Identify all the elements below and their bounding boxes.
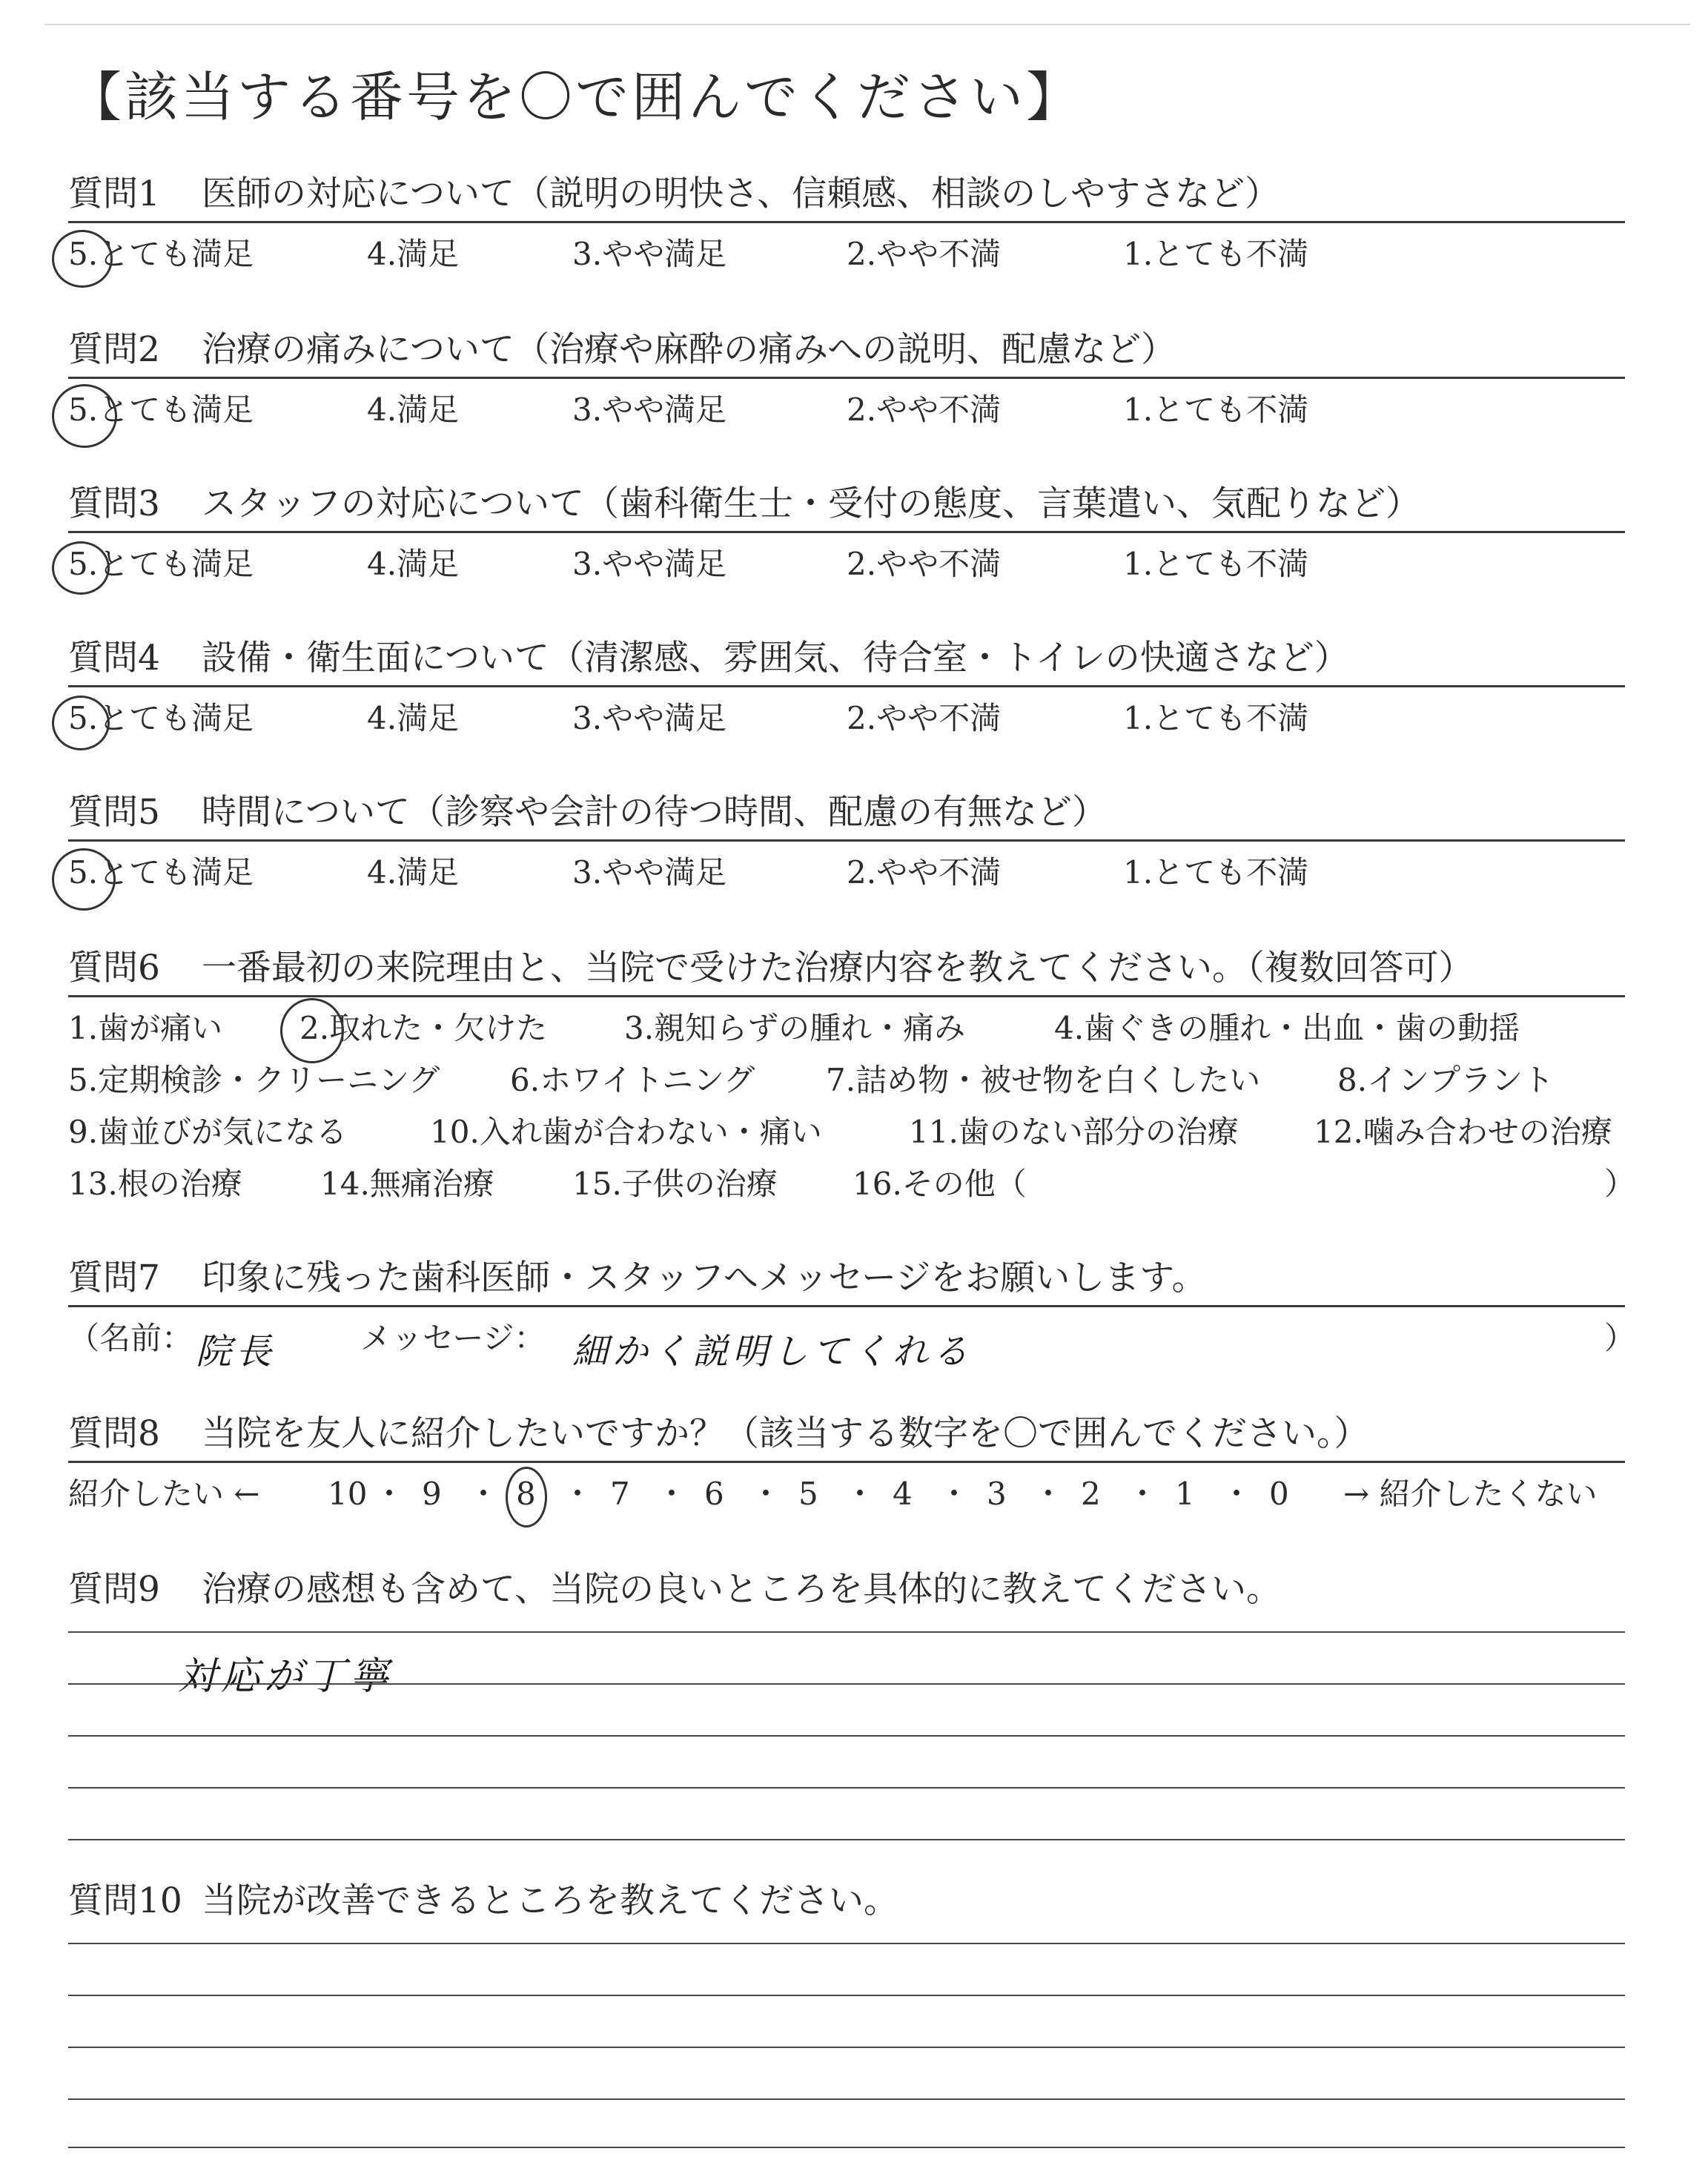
scale-value-0[interactable]: 0: [1269, 1476, 1289, 1512]
question-text: 設備・衛生面について（清潔感、雰囲気、待合室・トイレの快適さなど）: [202, 638, 1349, 678]
question-title: [68, 638, 1349, 678]
scale-separator: ・: [1127, 1476, 1159, 1512]
question-title: [68, 1258, 1207, 1298]
question-number: 質問4: [68, 638, 160, 678]
scale-value-3[interactable]: 3: [987, 1476, 1007, 1512]
rating-option-1[interactable]: 1.とても不満: [1123, 854, 1309, 891]
reason-option-6[interactable]: 6.ホワイトニング: [510, 1062, 755, 1098]
question-text: スタッフの対応について（歯科衛生士・受付の態度、言葉遣い、気配りなど）: [202, 483, 1421, 524]
rating-option-5[interactable]: 5.とても満足: [68, 700, 254, 736]
rating-option-1[interactable]: 1.とても不満: [1123, 236, 1309, 272]
rating-option-1[interactable]: 1.とても不満: [1123, 700, 1309, 736]
selection-circle: [52, 384, 117, 448]
question-underline: [68, 685, 1625, 687]
rating-option-2[interactable]: 2.やや不満: [847, 700, 1002, 736]
question-number: 質問5: [68, 792, 160, 833]
question-underline: [68, 1305, 1625, 1307]
rating-options: [68, 546, 1625, 587]
rating-option-2[interactable]: 2.やや不満: [847, 392, 1002, 428]
rating-option-2[interactable]: 2.やや不満: [847, 546, 1002, 582]
scale-value-9[interactable]: 9: [422, 1476, 442, 1512]
scale-separator: ・: [374, 1476, 406, 1512]
question-number: 質問8: [68, 1413, 160, 1454]
scale-left-label: 紹介したい ←: [68, 1476, 260, 1512]
question-text: 当院を友人に紹介したいですか？（該当する数字を〇で囲んでください。）: [202, 1413, 1369, 1454]
rating-option-3[interactable]: 3.やや満足: [572, 546, 727, 582]
rating-option-5[interactable]: 5.とても満足: [68, 236, 254, 272]
rating-options: [68, 700, 1625, 741]
scale-value-5[interactable]: 5: [798, 1476, 818, 1512]
rating-option-1[interactable]: 1.とても不満: [1123, 392, 1309, 428]
top-border: [44, 24, 1690, 25]
question-underline: [68, 221, 1625, 223]
rating-option-3[interactable]: 3.やや満足: [572, 392, 727, 428]
scale-value-10[interactable]: 10: [328, 1476, 368, 1512]
reason-row: [68, 1062, 1662, 1103]
reason-option-5[interactable]: 5.定期検診・クリーニング: [68, 1062, 440, 1098]
reason-option-3[interactable]: 3.親知らずの腫れ・痛み: [624, 1010, 966, 1046]
rating-option-3[interactable]: 3.やや満足: [572, 700, 727, 736]
selection-circle: [506, 1467, 547, 1527]
reason-option-9[interactable]: 9.歯並びが気になる: [68, 1114, 348, 1150]
question-text: 当院が改善できるところを教えてください。: [202, 1880, 898, 1921]
question-underline: [68, 377, 1625, 379]
reason-option-7[interactable]: 7.詰め物・被せ物を白くしたい: [826, 1062, 1261, 1098]
reason-option-8[interactable]: 8.インプラント: [1337, 1062, 1555, 1098]
scale-value-1[interactable]: 1: [1175, 1476, 1195, 1512]
rating-option-5[interactable]: 5.とても満足: [68, 392, 254, 428]
reason-option-15[interactable]: 15.子供の治療: [572, 1166, 778, 1202]
scale-separator: ・: [1033, 1476, 1065, 1512]
answer-handwritten: 対応が丁寧: [178, 1654, 394, 1699]
rating-options: [68, 854, 1625, 895]
rating-option-2[interactable]: 2.やや不満: [847, 236, 1002, 272]
scale-value-4[interactable]: 4: [893, 1476, 913, 1512]
question-number: 質問6: [68, 948, 160, 988]
scale-right-label: → 紹介したくない: [1343, 1476, 1598, 1512]
reason-option-1[interactable]: 1.歯が痛い: [68, 1010, 223, 1046]
question-title: [68, 1413, 1369, 1454]
question-title: [68, 792, 1108, 833]
answer-line: [68, 2047, 1625, 2048]
question-number: 質問10: [68, 1880, 182, 1921]
scale-separator: ・: [939, 1476, 970, 1512]
scale-value-6[interactable]: 6: [704, 1476, 724, 1512]
rating-option-2[interactable]: 2.やや不満: [847, 854, 1002, 891]
scale-value-2[interactable]: 2: [1081, 1476, 1101, 1512]
selection-circle: [52, 848, 116, 911]
question-underline: [68, 995, 1625, 997]
question-underline: [68, 531, 1625, 533]
answer-line: [68, 1995, 1625, 1996]
question-number: 質問1: [68, 174, 160, 214]
rating-option-1[interactable]: 1.とても不満: [1123, 546, 1309, 582]
question-text: 治療の痛みについて（治療や麻酔の痛みへの説明、配慮など）: [202, 329, 1176, 370]
reason-option-2[interactable]: 2.取れた・欠けた: [299, 1010, 548, 1046]
rating-option-4[interactable]: 4.満足: [367, 854, 460, 891]
reason-option-13[interactable]: 13.根の治療: [68, 1166, 242, 1202]
rating-option-4[interactable]: 4.満足: [367, 236, 460, 272]
name-handwritten: 院長: [196, 1331, 277, 1373]
scale-separator: ・: [1221, 1476, 1253, 1512]
rating-option-4[interactable]: 4.満足: [367, 700, 460, 736]
rating-options: [68, 392, 1625, 432]
rating-option-5[interactable]: 5.とても満足: [68, 546, 254, 582]
question-text: 印象に残った歯科医師・スタッフへメッセージをお願いします。: [202, 1258, 1207, 1298]
reason-row: [68, 1114, 1662, 1155]
rating-options: [68, 236, 1625, 277]
question-text: 時間について（診察や会計の待つ時間、配慮の有無など）: [202, 792, 1108, 833]
answer-line: [68, 1839, 1625, 1840]
answer-line: [68, 1683, 1625, 1685]
question-number: 質問2: [68, 329, 160, 370]
message-label: メッセージ：: [360, 1320, 546, 1356]
scale-separator: ・: [844, 1476, 876, 1512]
question-number: 質問7: [68, 1258, 160, 1298]
answer-line: [68, 1631, 1625, 1633]
reason-row: [68, 1010, 1662, 1051]
reason-option-10[interactable]: 10.入れ歯が合わない・痛い: [430, 1114, 822, 1150]
question-title: [68, 329, 1176, 370]
page-title: 【該当する番号を〇で囲んでください】: [68, 66, 1083, 128]
selection-circle: [280, 998, 344, 1063]
message-handwritten: 細かく説明してくれる: [572, 1331, 973, 1373]
question-text: 一番最初の来院理由と、当院で受けた治療内容を教えてください。（複数回答可）: [202, 948, 1474, 988]
question-title: [68, 1569, 1282, 1610]
reason-option-11[interactable]: 11.歯のない部分の治療: [909, 1114, 1239, 1150]
scale-separator: ・: [468, 1476, 500, 1512]
other-close-paren: ）: [1604, 1166, 1636, 1202]
message-close-paren: ）: [1604, 1320, 1636, 1356]
answer-line: [68, 2098, 1625, 2100]
scale-value-8[interactable]: 8: [516, 1476, 536, 1512]
answer-line: [68, 1787, 1625, 1789]
scale-separator: ・: [656, 1476, 688, 1512]
question-number: 質問3: [68, 483, 160, 524]
reason-option-4[interactable]: 4.歯ぐきの腫れ・出血・歯の動揺: [1054, 1010, 1520, 1046]
rating-option-3[interactable]: 3.やや満足: [572, 854, 727, 891]
reason-row: [68, 1166, 1662, 1206]
question-title: [68, 174, 1280, 214]
reason-option-16[interactable]: 16.その他（: [853, 1166, 1027, 1202]
scale-value-7[interactable]: 7: [610, 1476, 630, 1512]
selection-circle: [52, 541, 110, 595]
reason-option-12[interactable]: 12.噛み合わせの治療: [1314, 1114, 1612, 1150]
name-label: （名前：: [68, 1320, 193, 1356]
question-title: [68, 483, 1421, 524]
recommend-scale: [68, 1476, 1625, 1520]
selection-circle: [52, 230, 113, 288]
answer-line: [68, 2147, 1625, 2148]
answer-line: [68, 1943, 1625, 1944]
rating-option-5[interactable]: 5.とても満足: [68, 854, 254, 891]
rating-option-4[interactable]: 4.満足: [367, 392, 460, 428]
answer-line: [68, 1735, 1625, 1737]
question-underline: [68, 839, 1625, 842]
question-text: 医師の対応について（説明の明快さ、信頼感、相談のしやすさなど）: [202, 174, 1280, 214]
question-text: 治療の感想も含めて、当院の良いところを具体的に教えてください。: [202, 1569, 1282, 1610]
rating-option-4[interactable]: 4.満足: [367, 546, 460, 582]
selection-circle: [52, 696, 110, 750]
scale-separator: ・: [562, 1476, 594, 1512]
scale-separator: ・: [750, 1476, 782, 1512]
question-title: [68, 948, 1474, 988]
reason-option-14[interactable]: 14.無痛治療: [320, 1166, 494, 1202]
question-title: [68, 1880, 898, 1921]
question-underline: [68, 1461, 1625, 1463]
rating-option-3[interactable]: 3.やや満足: [572, 236, 727, 272]
question-number: 質問9: [68, 1569, 160, 1610]
